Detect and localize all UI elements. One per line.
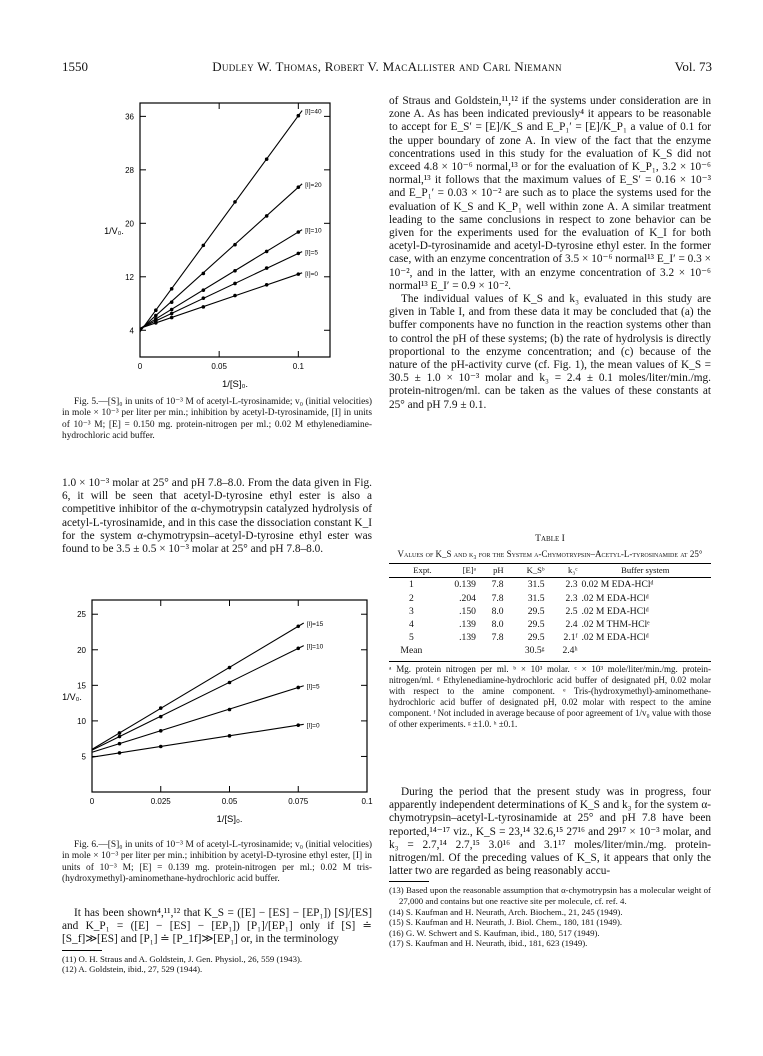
plot-frame	[92, 600, 367, 792]
table-cell: 2.1ᶠ	[563, 632, 578, 644]
table-header: Buffer system	[580, 564, 711, 578]
table-cell: 0.02 M EDA-HClᵈ	[581, 579, 654, 591]
data-point	[233, 243, 237, 247]
series-line	[92, 646, 304, 750]
table-cell	[478, 644, 506, 657]
x-tick-label: 0.075	[288, 797, 309, 806]
data-point	[159, 715, 163, 719]
page-number: 1550	[62, 59, 88, 74]
data-point	[202, 305, 206, 309]
data-point	[159, 729, 163, 733]
figure-5	[100, 95, 370, 390]
left-paragraph-2: It has been shown⁴,¹¹,¹² that K_S = ([E] − [ES] − [EP₁]) [S]/[ES] and K_P₁ = ([E] − [ES] − [EP₁]) [P₁]/[EP₁] only if [S] ≐ [S_f]≫[ES] and [P₁] ≐ [P_1f]≫[EP₁] or, in the terminology	[62, 907, 372, 946]
table-cell: 5	[408, 632, 414, 644]
data-point	[228, 708, 232, 712]
data-point	[228, 734, 232, 738]
series-line	[92, 724, 304, 757]
data-point	[202, 288, 206, 292]
table-cell: .02 M EDA-HClᵈ	[581, 592, 649, 604]
series-line	[92, 686, 304, 753]
data-point	[296, 723, 300, 727]
y-axis-label: 1/V₀.	[62, 692, 82, 702]
right-paragraph-2: The individual values of K_S and k₃ evaluated in this study are given in Table I, and from these data it may be concluded that (a) the buffer components have no function in the reaction systems other than to control the pH of these systems; (b) the rate of hydrolysis is directly proportional to the enzyme concentration; and (c) because of the nature of the pH-activity curve (cf. Fig. 1), the mean values of K_S = 30.5 ± 1.0 × 10⁻³ molar and k₃ = 2.4 ± 0.1 moles/liter/min./mg. protein-nitrogen/ml. can be taken as the values of these constants at 25° and pH 7.9 ± 0.1.	[389, 293, 711, 411]
y-tick-label: 10	[77, 716, 86, 726]
figure-5-caption: Fig. 5.—[S]₀ in units of 10⁻³ M of acetyl-L-tyrosinamide; v₀ (initial velocities) in mole × 10⁻³ per liter per min.; inhibition by acetyl-D-tyrosinamide, [I] in units of 10⁻³ M; [E] = 0.150 mg. protein-nitrogen per ml.; 0.02 M ethylenediamine-hydrochloric acid buffer.	[62, 397, 372, 442]
data-point	[233, 200, 237, 204]
table-cell: 7.8	[491, 592, 504, 604]
table-cell: 2.3	[565, 579, 578, 591]
data-point	[296, 647, 300, 651]
x-axis-label: 1/[S]₀.	[221, 379, 249, 390]
table-cell: 0.139	[454, 579, 476, 591]
series-label: [I]=10	[305, 227, 322, 235]
table-header: Expt.	[389, 564, 434, 578]
right-paragraph-1: of Straus and Goldstein,¹¹,¹² if the systems under consideration are in zone A. As has been indicated previously⁴ it appears to be reasonable to accept for E_S′ = [E]/K_S and E_P₁′ = [E]/K_P₁ a value of 0.1 for the upper boundary of zone A. In view of the fact that the enzyme concentrations used in this study for the evaluation of K_S did not exceed 4.8 × 10⁻⁶ normal,¹³ or for the evaluation of K_P₁, 3.2 × 10⁻⁶ normal,¹³ it follows that the maximum values of E_S′ = 0.16 × 10⁻³ and E_P₁′ = 0.03 × 10⁻² are such as to place the systems used for the evaluation of K_S and K_P₁ well within zone A. A similar treatment leading to the same conclusions in respect to zone behavior can be given for the experiments used for the evaluation of K_I for both acetyl-D-tyrosinamide and acetyl-D-tyrosine ethyl ester. In the former case, with an enzyme concentration of 3.5 × 10⁻⁶ normal¹³ E_I′ = 0.3 × 10⁻², and in the latter, with an enzyme concentration of 3.2 × 10⁻⁶ normal¹³ E_I′ = 0.9 × 10⁻².	[389, 95, 711, 292]
left-column-text	[62, 477, 372, 556]
left-paragraph-1: 1.0 × 10⁻³ molar at 25° and pH 7.8–8.0. From the data given in Fig. 6, it will be seen that acetyl-D-tyrosine ethyl ester is also a competitive inhibitor of the α-chymotrypsin catalyzed hydrolysis of acetyl-L-tyrosinamide, and in this case the dissociation constant K_I for the system α-chymotrypsin–acetyl-D-tyrosine ethyl ester was found to be 3.5 ± 0.5 × 10⁻³ molar at 25° and pH 7.8–8.0.	[62, 477, 372, 556]
table-cell: 2.3	[565, 592, 578, 604]
table-cell: 8.0	[491, 619, 504, 631]
data-point	[170, 308, 174, 312]
data-point	[265, 250, 269, 254]
x-tick-label: 0	[137, 362, 143, 371]
table-header: k₃ᶜ	[547, 564, 580, 578]
reference-item: (11) O. H. Straus and A. Goldstein, J. Gen. Physiol., 26, 559 (1943).	[62, 953, 303, 964]
data-point	[297, 114, 301, 118]
x-tick-label: 0.1	[292, 362, 304, 371]
table-header-row	[389, 564, 711, 578]
series-label: [I]=5	[305, 249, 318, 257]
data-point	[296, 686, 300, 690]
table-cell: .02 M THM-HClᵉ	[581, 619, 650, 631]
table-cell: 3	[408, 605, 414, 617]
data-point	[233, 294, 237, 298]
y-tick-label: 12	[125, 272, 134, 282]
table-footnotes: ᵃ Mg. protein nitrogen per ml. ᵇ × 10³ molar. ᶜ × 10³ mole/liter/min./mg. protein-nitrogen/ml. ᵈ Ethylenediamine-hydrochloric acid buffer of designated pH, 0.02 molar with respect to the amine component. ᵉ Tris-(hydroxymethyl)-aminomethane-hydrochloric acid buffer of designated pH, 0.02 molar with respect to the amine component. ᶠ Not included in average because of poor agreement of 1/v₀ value with those of other experiments. ᵍ ±1.0. ʰ ±0.1.	[389, 661, 711, 730]
data-point	[118, 735, 122, 739]
y-tick-label: 15	[77, 681, 86, 691]
table-title: Values of K_S and k₃ for the System α-Chymotrypsin–Acetyl-L-tyrosinamide at 25°	[397, 549, 703, 560]
data-point	[233, 269, 237, 273]
table-row	[389, 578, 711, 592]
data-point	[228, 666, 232, 670]
table-cell: 29.5	[527, 632, 545, 644]
right-column-text-2	[389, 786, 711, 949]
running-header	[62, 59, 712, 77]
data-point	[297, 272, 301, 276]
volume-label: Vol. 73	[674, 59, 712, 74]
table-block	[389, 532, 711, 730]
x-tick-label: 0	[89, 797, 95, 806]
table-cell: Mean	[400, 645, 423, 657]
series-label: [I]=40	[305, 108, 322, 116]
data-point	[202, 244, 206, 248]
reference-item: (13) Based upon the reasonable assumption that α-chymotrypsin has a molecular weight of 27,000 and contains but one reactive site per molecule, cf. ref. 4.	[389, 885, 711, 907]
series-line	[140, 230, 302, 329]
table-cell: 7.8	[491, 632, 504, 644]
data-point	[296, 625, 300, 629]
series-line	[140, 273, 302, 329]
table-cell: 31.5	[527, 592, 545, 604]
table-cell: 2.4	[565, 619, 578, 631]
table-row	[389, 605, 711, 618]
series-line	[140, 184, 302, 330]
y-tick-label: 4	[129, 326, 134, 336]
x-tick-label: 0.1	[361, 797, 373, 806]
series-label: [I]=5	[306, 683, 320, 691]
series-line	[140, 252, 302, 329]
reference-item: (17) S. Kaufman and H. Neurath, ibid., 181, 623 (1949).	[389, 938, 588, 949]
series-label: [I]=0	[306, 722, 320, 730]
figure-6-caption: Fig. 6.—[S]₀ in units of 10⁻³ M of acetyl-L-tyrosinamide; v₀ (initial velocities) in mole × 10⁻³ per liter per min.; inhibition by acetyl-D-tyrosine ethyl ester, [I] in units of 10⁻³ M; [E] = 0.139 mg. protein-nitrogen per ml.; 0.02 M tris-(hydroxymethyl)-aminomethane-hydrochloric acid buffer.	[62, 840, 372, 885]
figure-6	[62, 590, 382, 835]
series-label: [I]=15	[306, 621, 324, 629]
table-cell: 29.5	[527, 619, 545, 631]
figure-6-chart	[62, 590, 382, 835]
table-cell: 2	[408, 592, 414, 604]
data-point	[118, 731, 122, 735]
data-point	[202, 272, 206, 276]
data-point	[170, 316, 174, 320]
reference-item: (12) A. Goldstein, ibid., 27, 529 (1944).	[62, 964, 203, 975]
table-row	[389, 631, 711, 644]
header-authors: Dudley W. Thomas, Robert V. MacAllister and Carl Niemann	[212, 59, 562, 74]
table-cell: .02 M EDA-HClᵈ	[581, 632, 649, 644]
data-point	[265, 157, 269, 161]
right-references	[389, 885, 711, 949]
figure-5-chart	[100, 95, 370, 390]
y-tick-label: 20	[125, 219, 134, 229]
data-point	[118, 751, 122, 755]
series-label: [I]=0	[305, 270, 318, 278]
table-row	[389, 592, 711, 605]
y-tick-label: 5	[81, 752, 86, 762]
table-cell: 2.5	[565, 605, 578, 617]
left-column-text-2	[62, 907, 372, 975]
table-cell: .150	[459, 605, 476, 617]
reference-item: (14) S. Kaufman and H. Neurath, Arch. Biochem., 21, 245 (1949).	[389, 906, 623, 917]
reference-item: (16) G. W. Schwert and S. Kaufman, ibid., 180, 517 (1949).	[389, 927, 600, 938]
data-point	[154, 314, 158, 318]
table-row	[389, 618, 711, 631]
data-point	[118, 742, 122, 746]
table-cell: .204	[459, 592, 476, 604]
data-table	[389, 563, 711, 657]
footnote-rule	[62, 950, 102, 951]
y-tick-label: 28	[125, 165, 134, 175]
table-cell: .02 M EDA-HClᵈ	[581, 605, 649, 617]
data-point	[265, 266, 269, 270]
data-point	[170, 287, 174, 291]
x-axis-label: 1/[S]₀.	[216, 814, 243, 825]
left-references	[62, 954, 372, 975]
series-label: [I]=20	[305, 181, 322, 189]
series-label: [I]=10	[306, 643, 324, 651]
table-cell: 7.8	[491, 579, 504, 591]
data-point	[228, 681, 232, 685]
x-tick-label: 0.05	[221, 797, 238, 806]
table-cell: .139	[459, 632, 476, 644]
figure-5-caption-block	[62, 397, 372, 443]
table-cell: .139	[459, 619, 476, 631]
data-point	[154, 321, 158, 325]
table-cell: 30.5ᵍ	[524, 645, 545, 657]
right-column-text	[389, 95, 711, 412]
data-point	[297, 252, 301, 256]
table-cell: 31.5	[527, 579, 545, 591]
table-header: pH	[478, 564, 506, 578]
x-tick-label: 0.05	[211, 362, 227, 371]
series-line	[140, 111, 302, 332]
table-cell	[580, 644, 711, 657]
table-body	[389, 578, 711, 658]
y-axis-label: 1/V₀.	[104, 226, 124, 236]
right-paragraph-3: During the period that the present study was in progress, four apparently independent determinations of K_S and k₃ for the system α-chymotrypsin–acetyl-L-tyrosinamide at 25° and pH 7.8 have been reported,¹⁴⁻¹⁷ viz., K_S = 23,¹⁴ 32.6,¹⁵ 27¹⁶ and 29¹⁷ × 10⁻³ molar, and k₃ = 2.7,¹⁴ 2.7,¹⁵ 3.0¹⁶ and 3.1¹⁷ moles/liter/min./mg. protein-nitrogen/ml. Of the preceding values of K_S, it appears that only the latter two are regarded as being reasonably accu-	[389, 786, 711, 878]
y-tick-label: 36	[125, 112, 134, 122]
figure-6-caption-block	[62, 840, 372, 886]
reference-item: (15) S. Kaufman and H. Neurath, J. Biol. Chem., 180, 181 (1949).	[389, 917, 623, 928]
table-header: K_Sᵇ	[506, 564, 547, 578]
table-cell: 2.4ʰ	[562, 645, 578, 657]
data-point	[233, 282, 237, 286]
table-header: [E]ᵃ	[434, 564, 478, 578]
data-point	[265, 214, 269, 218]
table-cell: 1	[408, 579, 414, 591]
data-point	[202, 296, 206, 300]
table-mean-row	[389, 644, 711, 657]
x-tick-label: 0.025	[150, 797, 171, 806]
table-cell: 29.5	[527, 605, 545, 617]
table-cell: 8.0	[491, 605, 504, 617]
data-point	[154, 308, 158, 312]
series-line	[92, 623, 304, 749]
table-cell	[434, 644, 478, 657]
data-point	[297, 185, 301, 189]
data-point	[159, 745, 163, 749]
table-cell: 4	[408, 619, 414, 631]
y-tick-label: 20	[77, 645, 86, 655]
table-label: Table I	[535, 533, 565, 544]
y-tick-label: 25	[77, 610, 86, 620]
data-point	[159, 706, 163, 710]
data-point	[297, 230, 301, 234]
data-point	[265, 283, 269, 287]
data-point	[170, 300, 174, 304]
footnote-rule	[389, 881, 429, 882]
data-point	[170, 312, 174, 316]
